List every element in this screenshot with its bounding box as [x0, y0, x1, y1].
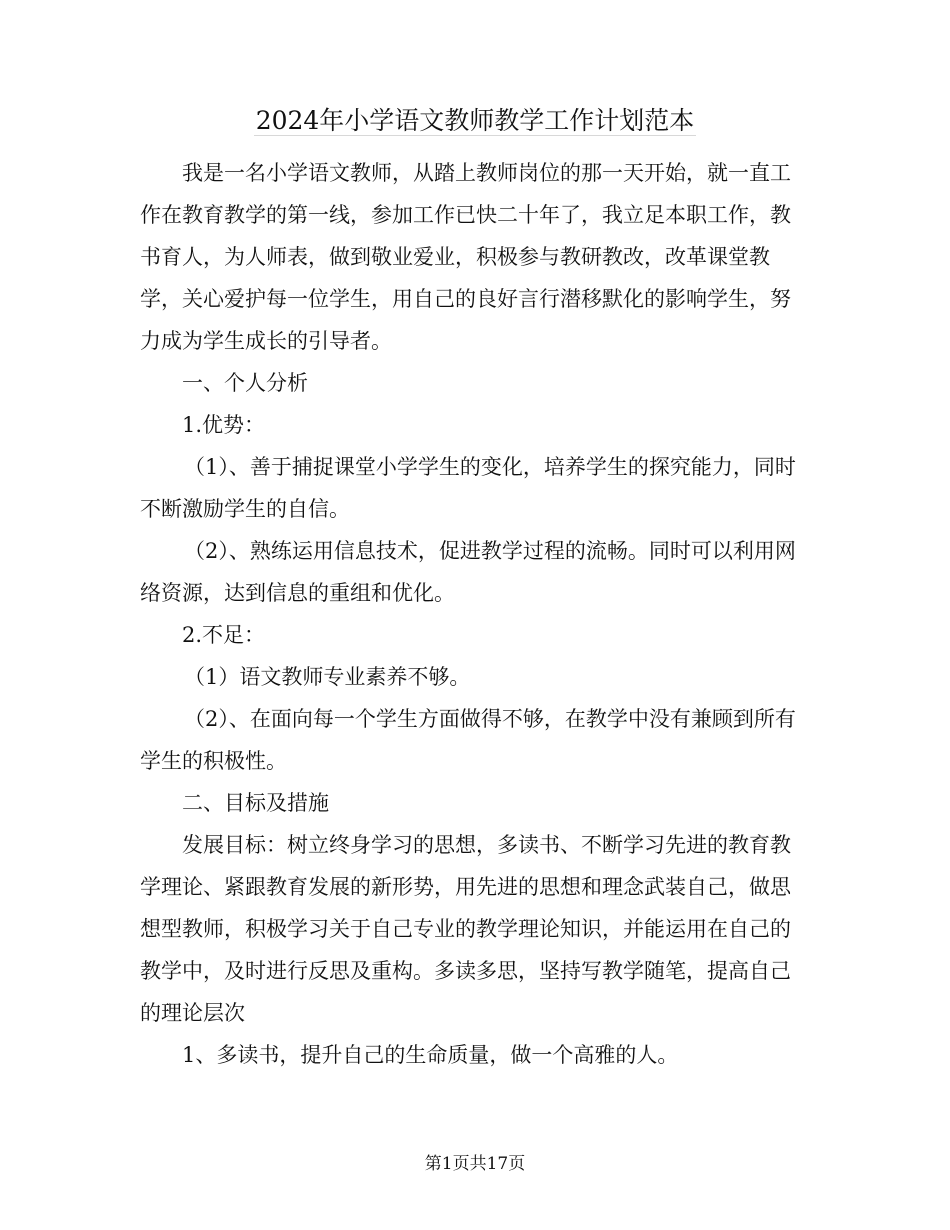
measure-item-1: 1、多读书，提升自己的生命质量，做一个高雅的人。 — [182, 1043, 679, 1067]
development-goal-paragraph: 发展目标：树立终身学习的思想，多读书、不断学习先进的教育教学理论、紧跟教育发展的新形势，用先进的思想和理念武装自己，做思想型教师，积极学习关于自己专业的教学理论知识，并能运用在自己的教学中，及时进行反思及重构。多读多思，坚持写教学随笔，提高自己的理论层次 — [140, 833, 791, 1025]
intro-paragraph: 我是一名小学语文教师，从踏上教师岗位的那一天开始，就一直工作在教育教学的第一线，参加工作已快二十年了，我立足本职工作，教书育人，为人师表，做到敬业爱业，积极参与教研教改，改革课堂教学，关心爱护每一位学生，用自己的良好言行潜移默化的影响学生，努力成为学生成长的引导者。 — [140, 161, 791, 353]
weakness-item-1: （1）语文教师专业素养不够。 — [184, 665, 471, 689]
document-title: 2024年小学语文教师教学工作计划范本 — [255, 106, 695, 135]
subheading-weaknesses: 2.不足： — [182, 623, 266, 647]
strength-item-1: （1）、善于捕捉课堂小学学生的变化，培养学生的探究能力，同时不断激励学生的自信。 — [140, 455, 796, 521]
section-heading-personal-analysis: 一、个人分析 — [182, 371, 308, 395]
weakness-item-2: （2）、在面向每一个学生方面做得不够，在教学中没有兼顾到所有学生的积极性。 — [140, 707, 796, 773]
document-body — [140, 152, 808, 1076]
strength-item-2: （2）、熟练运用信息技术，促进教学过程的流畅。同时可以利用网络资源，达到信息的重组和优化。 — [140, 539, 796, 605]
section-heading-goals: 二、目标及措施 — [182, 791, 329, 815]
subheading-strengths: 1.优势： — [182, 413, 266, 437]
page-number-footer: 第1页共17页 — [424, 1154, 526, 1174]
document-title-wrap — [0, 104, 950, 138]
